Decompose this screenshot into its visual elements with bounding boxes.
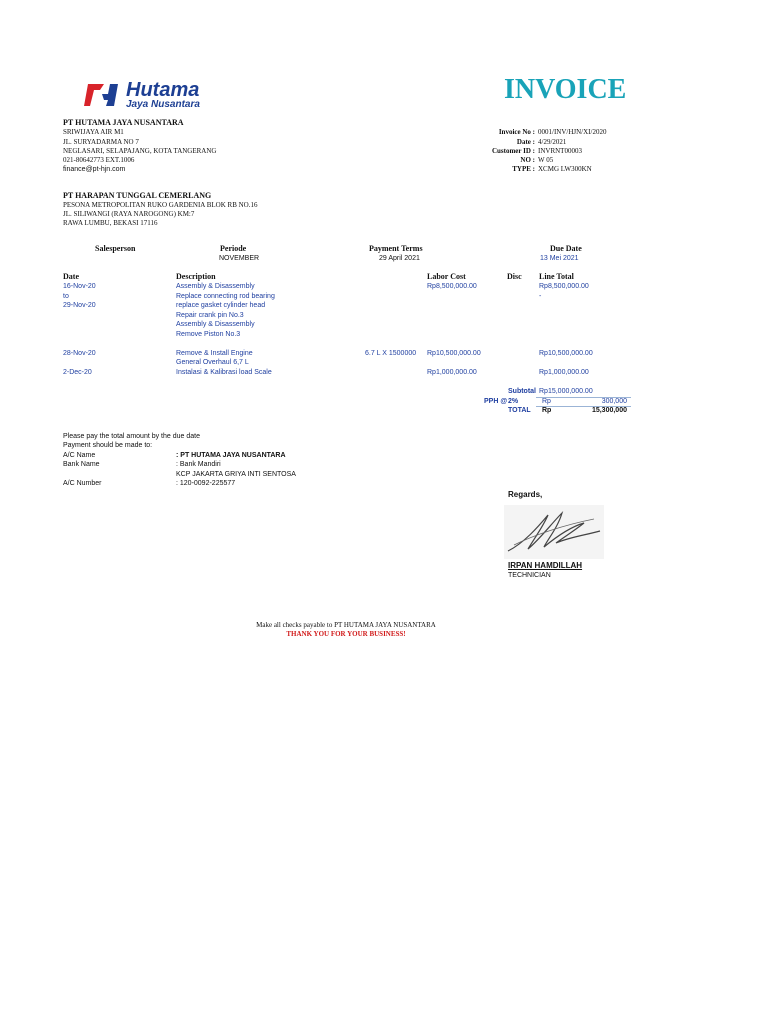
meta-value: INVRNT00003	[538, 147, 582, 155]
payment-note: Please pay the total amount by the due date	[63, 433, 200, 440]
payment-note: Payment should be made to:	[63, 442, 153, 449]
meta-value: W 05	[538, 156, 554, 164]
pph-rate: 2%	[508, 398, 519, 405]
company-name: PT HUTAMA JAYA NUSANTARA	[63, 118, 184, 127]
row-date: 29-Nov-20	[63, 302, 96, 309]
total-label: TOTAL	[508, 407, 531, 414]
payment-terms-header: Payment Terms	[369, 244, 423, 253]
meta-label: Invoice No :	[498, 128, 535, 136]
row-line-total: Rp1,000,000.00	[539, 369, 589, 376]
customer-address-line: JL. SILIWANGI (RAYA NAROGONG) KM:7	[63, 210, 195, 218]
meta-value: 0001/INV/HJN/XI/2020	[538, 128, 607, 136]
payment-terms-value: 29 April 2021	[379, 255, 420, 262]
logo-name: Hutama	[126, 79, 200, 101]
logo-tagline: Jaya Nusantara	[126, 99, 200, 110]
due-date-header: Due Date	[550, 244, 582, 253]
bank-branch-value: KCP JAKARTA GRIYA INTI SENTOSA	[176, 471, 296, 478]
signature-image	[504, 505, 604, 559]
due-date-value: 13 Mei 2021	[540, 255, 579, 262]
pph-currency: Rp	[542, 398, 551, 405]
total-currency: Rp	[542, 407, 552, 414]
row-line-total: Rp8,500,000.00	[539, 283, 589, 290]
row-labor-cost: Rp8,500,000.00	[427, 283, 477, 290]
customer-address-line: PESONA METROPOLITAN RUKO GARDENIA BLOK RB NO.16	[63, 201, 258, 209]
bank-name-label: Bank Name	[63, 461, 100, 468]
logo-mark-icon	[82, 82, 120, 108]
salesperson-header: Salesperson	[95, 244, 136, 253]
account-name-label: A/C Name	[63, 452, 96, 459]
row-description: Replace connecting rod bearing	[176, 293, 275, 300]
customer-address-line: RAWA LUMBU, BEKASI 17116	[63, 219, 158, 227]
signer-name: IRPAN HAMDILLAH	[508, 561, 583, 570]
meta-label: Date :	[516, 138, 535, 146]
checks-payable-note: Make all checks payable to PT HUTAMA JAYA NUSANTARA	[256, 621, 436, 629]
row-quantity: 6.7 L X 1500000	[365, 350, 417, 357]
disc-column-header: Disc	[507, 272, 522, 281]
line-total-column-header: Line Total	[539, 272, 574, 281]
meta-label: Customer ID :	[491, 147, 535, 155]
periode-header: Periode	[220, 244, 247, 253]
pph-label: PPH @	[484, 398, 508, 405]
row-description: Assembly & Disassembly	[176, 283, 255, 290]
thank-you-note: THANK YOU FOR YOUR BUSINESS!	[286, 630, 406, 638]
account-number-label: A/C Number	[63, 480, 102, 487]
regards-text: Regards,	[508, 490, 543, 499]
total-value: 15,300,000	[591, 407, 627, 414]
company-address-line: NEGLASARI, SELAPAJANG, KOTA TANGERANG	[63, 147, 217, 155]
labor-cost-column-header: Labor Cost	[427, 272, 466, 281]
row-line-total: Rp10,500,000.00	[539, 350, 593, 357]
row-date: 2-Dec-20	[63, 369, 92, 376]
row-description: Remove & Install Engine	[176, 350, 253, 357]
meta-value: XCMG LW300KN	[538, 165, 592, 173]
customer-name: PT HARAPAN TUNGGAL CEMERLANG	[63, 191, 212, 200]
account-name-value: : PT HUTAMA JAYA NUSANTARA	[176, 452, 286, 459]
periode-value: NOVEMBER	[219, 255, 260, 262]
pph-value: 300,000	[601, 398, 627, 405]
signer-role: TECHNICIAN	[508, 572, 551, 579]
subtotal-label: Subtotal	[508, 388, 536, 395]
company-logo	[64, 73, 229, 117]
account-number-value: : 120-0092-225577	[176, 480, 236, 487]
row-description: replace gasket cylinder head	[176, 302, 266, 309]
row-date: 16-Nov-20	[63, 283, 96, 290]
company-address-line: JL. SURYADARMA NO 7	[63, 138, 139, 146]
invoice-title: INVOICE	[504, 74, 627, 105]
description-column-header: Description	[176, 272, 216, 281]
company-address-line: SRIWIJAYA AIR M1	[63, 128, 124, 136]
meta-label: NO :	[520, 156, 535, 164]
row-date: to	[63, 293, 69, 300]
meta-value: 4/29/2021	[538, 138, 567, 146]
row-description: Assembly & Disassembly	[176, 321, 255, 328]
row-description: General Overhaul 6,7 L	[176, 359, 249, 366]
row-description: Remove Piston No.3	[176, 331, 241, 338]
row-description: Instalasi & Kalibrasi load Scale	[176, 369, 272, 376]
subtotal-value: Rp15,000,000.00	[539, 388, 593, 395]
row-line-total: -	[539, 293, 542, 300]
row-date: 28-Nov-20	[63, 350, 96, 357]
bank-name-value: : Bank Mandiri	[176, 461, 221, 468]
date-column-header: Date	[63, 272, 79, 281]
company-phone: 021-80642773 EXT.1006	[63, 156, 135, 164]
meta-label: TYPE :	[512, 165, 535, 173]
row-description: Repair crank pin No.3	[176, 312, 244, 319]
company-email: finance@pt-hjn.com	[63, 166, 126, 173]
row-labor-cost: Rp1,000,000.00	[427, 369, 477, 376]
row-labor-cost: Rp10,500,000.00	[427, 350, 481, 357]
